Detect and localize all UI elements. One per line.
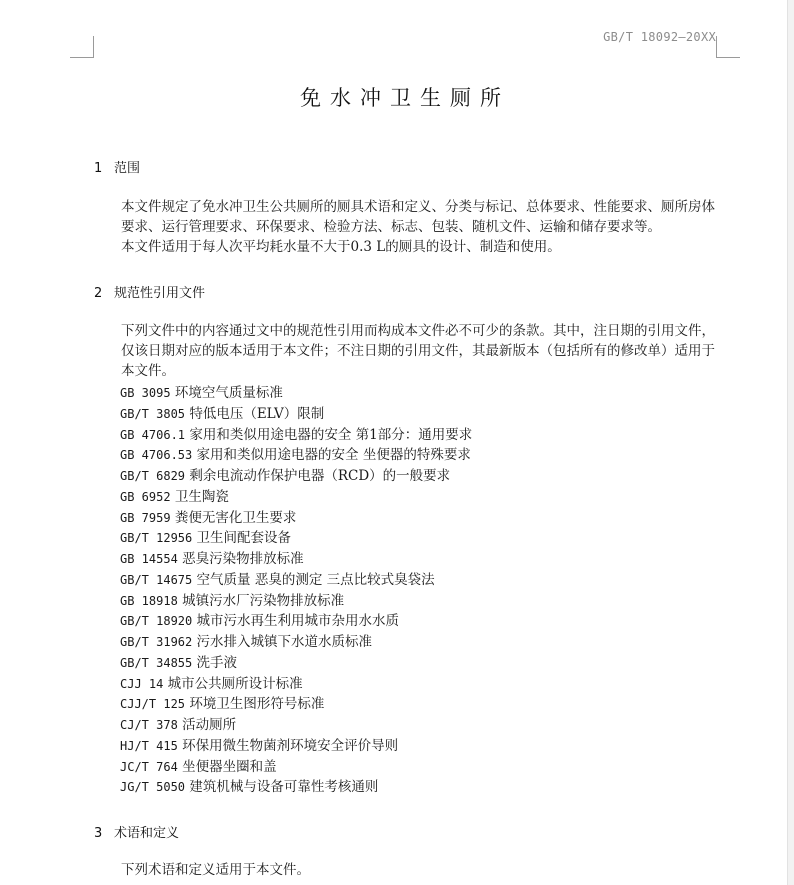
reference-code: GB 7959	[120, 510, 171, 525]
section-title: 范围	[114, 161, 141, 176]
section-heading-terms-definitions	[94, 822, 179, 841]
reference-name: 污水排入城镇下水道水质标准	[196, 634, 373, 650]
list-item	[120, 736, 720, 757]
reference-name: 空气质量 恶臭的测定 三点比较式臭袋法	[196, 571, 435, 588]
list-item	[120, 425, 720, 446]
paragraph-text: 下列文件中的内容通过文中的规范性引用而构成本文件必不可少的条款。其中，注日期的引用文件，仅该日期对应的版本适用于本文件；不注日期的引用文件，其最新版本（包括所有的修改单）适用于本文件。	[121, 323, 715, 379]
list-item	[120, 653, 720, 674]
crop-mark-top-left	[93, 36, 94, 58]
reference-name: 城市公共厕所设计标准	[167, 675, 303, 692]
reference-code: JC/T 764	[120, 759, 178, 774]
list-item	[120, 777, 720, 798]
reference-name: 环境卫生图形符号标准	[189, 696, 325, 713]
list-item	[120, 757, 720, 778]
reference-code: HJ/T 415	[120, 738, 178, 753]
reference-name: 卫生陶瓷	[174, 488, 229, 505]
section-number: 2	[94, 286, 103, 301]
section-number: 3	[94, 826, 103, 841]
list-item	[120, 508, 720, 529]
reference-code: CJJ/T 125	[120, 697, 186, 712]
reference-code: CJJ 14	[120, 676, 164, 691]
reference-code: GB 18918	[120, 593, 178, 608]
list-item	[120, 674, 720, 695]
reference-name: 环境空气质量标准	[174, 385, 283, 401]
list-item	[120, 632, 720, 653]
paragraph-text: 本文件规定了免水冲卫生公共厕所的厕具术语和定义、分类与标记、总体要求、性能要求、厕所房体要求、运行管理要求、环保要求、检验方法、标志、包装、随机文件、运输和储存要求等。	[121, 199, 715, 235]
section-heading-scope	[94, 157, 140, 176]
reference-list	[120, 383, 720, 798]
reference-code: GB/T 12956	[120, 531, 193, 546]
crop-mark-top-right	[716, 36, 717, 58]
page-edge	[787, 0, 794, 885]
reference-name: 卫生间配套设备	[196, 530, 292, 547]
reference-name: 城镇污水厂污染物排放标准	[182, 592, 345, 609]
reference-code: GB 4706.1	[120, 427, 186, 442]
crop-mark-top-right	[716, 57, 740, 58]
list-item	[120, 383, 720, 404]
reference-code: GB/T 18920	[120, 614, 193, 629]
paragraph-text: 本文件适用于每人次平均耗水量不大于0.3 L的厕具的设计、制造和使用。	[121, 239, 561, 255]
list-item	[120, 445, 720, 466]
section-number: 1	[94, 161, 103, 176]
reference-code: GB 14554	[120, 552, 178, 566]
reference-name: 洗手液	[196, 654, 238, 671]
standard-number: GB/T 18092—20XX	[603, 30, 716, 44]
reference-name: 恶臭污染物排放标准	[182, 551, 304, 567]
list-item	[120, 487, 720, 508]
paragraph	[94, 197, 724, 257]
list-item	[120, 591, 720, 612]
list-item	[120, 404, 720, 425]
reference-code: GB 4706.53	[120, 448, 193, 463]
reference-code: JG/T 5050	[120, 780, 186, 795]
list-item	[120, 466, 720, 487]
reference-code: CJ/T 378	[120, 718, 178, 732]
list-item	[120, 611, 720, 632]
list-item	[120, 715, 720, 736]
reference-name: 特低电压（ELV）限制	[189, 405, 325, 422]
reference-name: 坐便器坐圈和盖	[182, 758, 277, 775]
reference-code: GB/T 14675	[120, 572, 193, 587]
reference-code: GB 3095	[120, 386, 171, 400]
section-heading-normative-references	[94, 282, 205, 301]
section-title: 规范性引用文件	[114, 286, 206, 301]
reference-name: 粪便无害化卫生要求	[174, 509, 297, 526]
reference-name: 剩余电流动作保护电器（RCD）的一般要求	[189, 468, 451, 484]
reference-name: 活动厕所	[182, 717, 237, 733]
list-item	[120, 528, 720, 549]
reference-code: GB/T 6829	[120, 469, 186, 483]
list-item	[120, 570, 720, 591]
reference-code: GB/T 34855	[120, 655, 193, 670]
paragraph-text: 下列术语和定义适用于本文件。	[121, 862, 310, 878]
reference-name: 家用和类似用途电器的安全 第1部分：通用要求	[189, 426, 473, 443]
paragraph	[94, 860, 724, 880]
reference-name: 城市污水再生利用城市杂用水水质	[196, 613, 400, 630]
list-item	[120, 694, 720, 715]
crop-mark-top-left	[70, 57, 94, 58]
reference-name: 建筑机械与设备可靠性考核通则	[189, 779, 379, 796]
list-item	[120, 549, 720, 570]
reference-name: 家用和类似用途电器的安全 坐便器的特殊要求	[196, 447, 471, 464]
reference-code: GB/T 31962	[120, 635, 193, 649]
paragraph	[94, 321, 724, 381]
document-title: 免水冲卫生厕所	[300, 86, 510, 110]
section-title: 术语和定义	[114, 826, 180, 841]
reference-name: 环保用微生物菌剂环境安全评价导则	[182, 737, 399, 754]
reference-code: GB 6952	[120, 489, 171, 504]
reference-code: GB/T 3805	[120, 406, 186, 421]
